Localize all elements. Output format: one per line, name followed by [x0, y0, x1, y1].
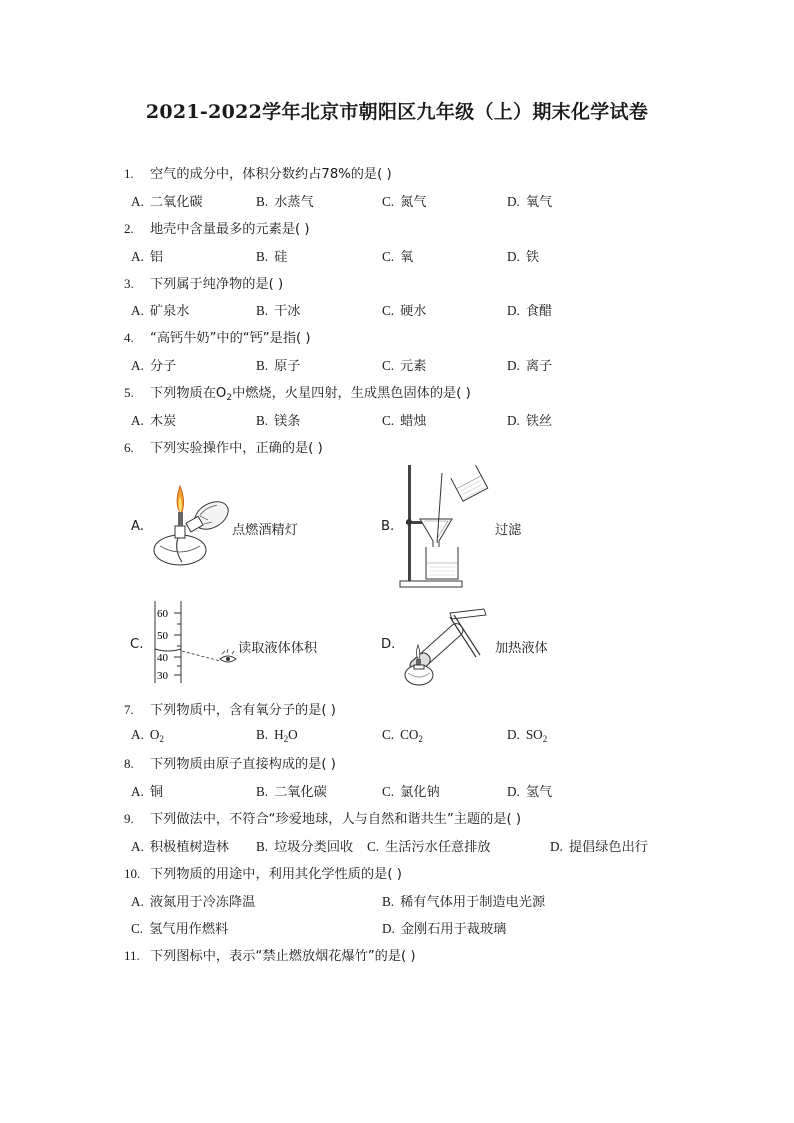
question-stem: 下列图标中，表示“禁止燃放烟花爆竹”的是( ) — [150, 949, 416, 964]
cylinder-tick-label: 40 — [157, 652, 168, 664]
q5-option-a: A. 木炭 — [131, 413, 177, 429]
q1-option-b: B. 水蒸气 — [256, 194, 314, 210]
q6-option-d-caption: 加热液体 — [495, 641, 548, 656]
q10-option-d: D. 金刚石用于裁玻璃 — [382, 921, 507, 937]
question-number: 9. — [124, 811, 134, 826]
cylinder-tick-label: 30 — [157, 670, 168, 682]
q6-option-a-caption: 点燃酒精灯 — [232, 523, 298, 538]
alcohol-lamp-lighting-illustration — [148, 478, 238, 573]
q3-option-d: D. 食醋 — [507, 303, 553, 319]
question-11 — [124, 945, 416, 964]
question-stem: 下列实验操作中，正确的是( ) — [150, 441, 323, 456]
q6-option-d-letter: D. — [381, 637, 396, 652]
q1-option-c: C. 氮气 — [382, 194, 427, 210]
question-number: 8. — [124, 756, 134, 771]
q2-option-c: C. 氧 — [382, 249, 414, 265]
q10-option-a: A. 液氮用于冷冻降温 — [131, 894, 256, 910]
q5-option-c: C. 蜡烛 — [382, 413, 427, 429]
question-stem: 下列物质的用途中，利用其化学性质的是( ) — [150, 867, 402, 882]
q9-option-d: D. 提倡绿色出行 — [550, 839, 648, 855]
q8-option-a: A. 铜 — [131, 784, 164, 800]
q6-option-c-letter: C. — [130, 637, 144, 652]
filtration-illustration — [398, 463, 498, 589]
q9-option-a: A. 积极植树造林 — [131, 839, 229, 855]
q7-option-b: B. $H_2O$ — [256, 727, 298, 744]
question-2 — [124, 218, 310, 237]
q2-option-d: D. 铁 — [507, 249, 540, 265]
q1-option-a: A. 二氧化碳 — [131, 194, 203, 210]
q9-option-c: C. 生活污水任意排放 — [367, 839, 491, 855]
q4-option-c: C. 元素 — [382, 358, 427, 374]
question-stem: 下列物质由原子直接构成的是( ) — [150, 757, 336, 772]
question-4 — [124, 327, 311, 346]
q7-option-d: D. $SO_2$ — [507, 727, 548, 744]
q2-option-b: B. 硅 — [256, 249, 288, 265]
question-number: 11. — [124, 948, 140, 963]
question-stem: 空气的成分中，体积分数约占78%的是( ) — [150, 167, 392, 182]
question-stem: 地壳中含量最多的元素是( ) — [150, 222, 310, 237]
question-number: 10. — [124, 866, 141, 881]
heating-liquid-illustration — [398, 603, 490, 689]
question-1 — [124, 163, 392, 182]
q3-option-c: C. 硬水 — [382, 303, 427, 319]
q6-option-b-caption: 过滤 — [495, 523, 522, 538]
q5-option-d: D. 铁丝 — [507, 413, 553, 429]
q4-option-d: D. 离子 — [507, 358, 553, 374]
question-7 — [124, 699, 336, 718]
q8-option-b: B. 二氧化碳 — [256, 784, 327, 800]
q5-option-b: B. 镁条 — [256, 413, 301, 429]
question-number: 7. — [124, 702, 134, 717]
q10-option-c: C. 氢气用作燃料 — [131, 921, 229, 937]
cylinder-tick-label: 50 — [157, 630, 168, 642]
q2-option-a: A. 铝 — [131, 249, 164, 265]
question-6 — [124, 437, 323, 456]
cylinder-tick-label: 60 — [157, 608, 168, 620]
question-number: 1. — [124, 166, 134, 181]
question-9 — [124, 808, 521, 827]
q6-option-a-letter: A. — [131, 519, 144, 534]
question-stem: 下列属于纯净物的是( ) — [150, 277, 284, 292]
question-10 — [124, 863, 402, 882]
q3-option-b: B. 干冰 — [256, 303, 301, 319]
question-stem: “高钙牛奶”中的“钙”是指( ) — [150, 331, 311, 346]
q6-option-c-caption: 读取液体体积 — [238, 641, 318, 656]
page-title: 2021-2022学年北京市朝阳区九年级（上）期末化学试卷 — [145, 101, 649, 123]
question-number: 3. — [124, 276, 134, 291]
question-number: 2. — [124, 221, 134, 236]
q1-option-d: D. 氧气 — [507, 194, 553, 210]
q7-option-a: A. $O_2$ — [131, 727, 164, 744]
question-number: 4. — [124, 330, 134, 345]
question-5: 5. 下列物质在$O_2$中燃烧，火星四射，生成黑色固体的是( ) — [124, 385, 471, 403]
q6-option-b-letter: B. — [381, 519, 395, 534]
question-stem: 下列物质中，含有氧分子的是( ) — [150, 703, 336, 718]
q3-option-a: A. 矿泉水 — [131, 303, 190, 319]
question-8 — [124, 753, 336, 772]
question-3 — [124, 273, 283, 292]
question-stem: 下列做法中，不符合“珍爱地球，人与自然和谐共生”主题的是( ) — [150, 812, 522, 827]
q4-option-b: B. 原子 — [256, 358, 301, 374]
q9-option-b: B. 垃圾分类回收 — [256, 839, 354, 855]
q7-option-c: C. $CO_2$ — [382, 727, 423, 744]
q4-option-a: A. 分子 — [131, 358, 177, 374]
q10-option-b: B. 稀有气体用于制造电光源 — [382, 894, 546, 910]
graduated-cylinder-illustration — [148, 601, 244, 683]
q8-option-c: C. 氯化钠 — [382, 784, 440, 800]
question-number: 5. — [124, 385, 134, 400]
q8-option-d: D. 氢气 — [507, 784, 553, 800]
question-number: 6. — [124, 440, 134, 455]
